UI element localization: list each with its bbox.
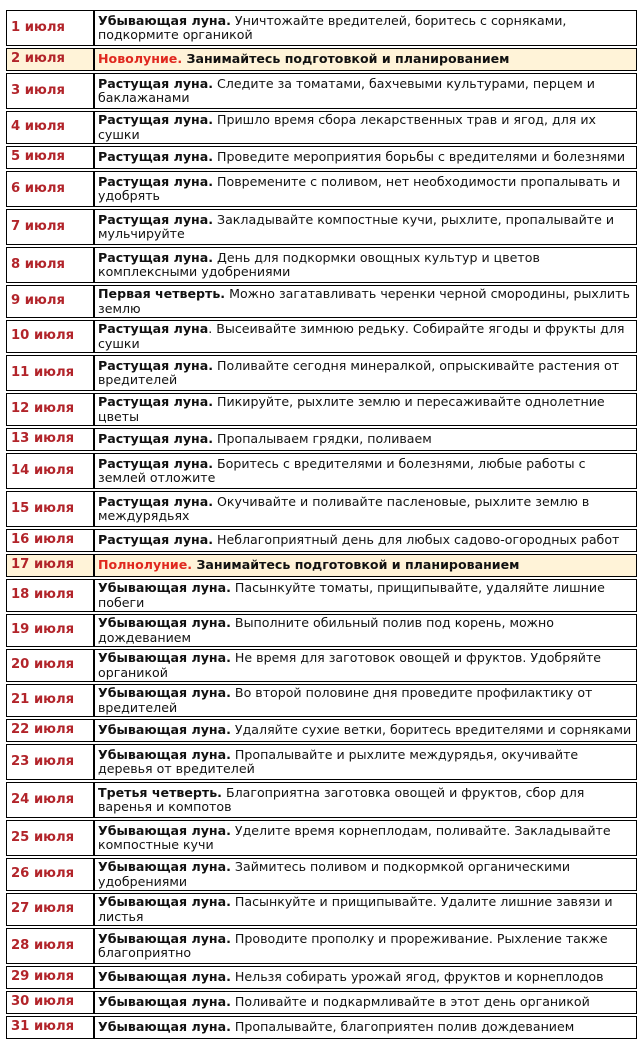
description-cell [94,285,637,318]
moon-phase-label: Растущая луна. [98,149,214,165]
date-cell: 13 июля [6,428,94,451]
recommendation-text: Уделите время корнеплодам, поливайте. Закладывайте компостные кучи [98,822,611,852]
date-cell: 26 июля [6,858,94,891]
table-row [6,48,637,71]
table-row [6,684,637,717]
recommendation-text: Повремените с поливом, нет необходимости пропалывать и удобрять [98,173,621,203]
date-cell: 22 июля [6,719,94,742]
table-row [6,1016,637,1039]
description-cell [94,893,637,926]
table-row [6,719,637,742]
description-cell [94,614,637,647]
table-row [6,991,637,1014]
description-cell [94,428,637,451]
moon-phase-label: Убывающая луна. [98,12,231,28]
date-cell: 29 июля [6,966,94,989]
recommendation-text: Боритесь с вредителями и болезнями, любые работы с землей отложите [98,455,586,485]
table-row [6,171,637,207]
recommendation-text: Выполните обильный полив под корень, можно дождеванием [98,615,554,645]
recommendation-text: Пропалываем грядки, поливаем [213,431,432,447]
date-cell: 27 июля [6,893,94,926]
table-row [6,209,637,245]
table-row [6,554,637,577]
date-cell: 6 июля [6,171,94,207]
date-cell: 15 июля [6,491,94,527]
recommendation-text: День для подкормки овощных культур и цветов комплексными удобрениями [98,249,540,279]
date-cell: 18 июля [6,579,94,612]
description-cell [94,782,637,818]
description-cell [94,10,637,46]
description-cell [94,491,637,527]
description-cell [94,146,637,169]
date-cell: 3 июля [6,73,94,109]
table-row [6,649,637,682]
table-row [6,614,637,647]
date-cell: 12 июля [6,393,94,426]
moon-phase-label: Растущая луна. [98,173,214,189]
moon-phase-label: Полнолуние. [98,557,193,573]
moon-phase-label: Убывающая луна. [98,930,231,946]
description-cell [94,453,637,489]
date-cell: 25 июля [6,820,94,856]
calendar-table [6,8,637,1041]
table-row [6,820,637,856]
date-cell: 9 июля [6,285,94,318]
recommendation-text: Удаляйте сухие ветки, боритесь вредителями и сорняками [230,722,632,738]
date-cell: 19 июля [6,614,94,647]
table-row [6,858,637,891]
recommendation-text: Пикируйте, рыхлите землю и пересаживайте однолетние цветы [98,394,605,424]
moon-phase-label: Новолуние. [98,51,183,67]
moon-phase-label: Растущая луна. [98,112,214,127]
table-row [6,111,637,144]
date-cell: 17 июля [6,554,94,577]
date-cell: 11 июля [6,355,94,391]
table-row [6,10,637,46]
moon-phase-label: Растущая луна. [98,493,214,509]
moon-phase-label: Растущая луна. [98,455,214,471]
recommendation-text: Пасынкуйте и прищипывайте. Удалите лишние завязи и листья [98,894,613,924]
calendar-rows [6,10,637,1039]
table-row [6,355,637,391]
description-cell [94,554,637,577]
date-cell: 5 июля [6,146,94,169]
moon-phase-label: Растущая луна [98,321,209,336]
date-cell: 20 июля [6,649,94,682]
recommendation-text: Окучивайте и поливайте пасленовые, рыхлите землю в междурядьях [98,493,590,523]
table-row [6,893,637,926]
description-cell [94,820,637,856]
table-row [6,782,637,818]
table-row [6,453,637,489]
table-row [6,146,637,169]
recommendation-text: Закладывайте компостные кучи, рыхлите, пропалывайте и мульчируйте [98,211,615,241]
date-cell: 7 июля [6,209,94,245]
moon-phase-label: Убывающая луна. [98,615,231,630]
date-cell: 28 июля [6,928,94,964]
date-cell: 24 июля [6,782,94,818]
date-cell: 14 июля [6,453,94,489]
description-cell [94,649,637,682]
table-row [6,428,637,451]
recommendation-text: Нельзя собирать урожай ягод, фруктов и корнеплодов [230,969,604,985]
recommendation-text: Во второй половине дня проведите профилактику от вредителей [98,685,593,715]
description-cell [94,209,637,245]
recommendation-text: Благоприятна заготовка овощей и фруктов, сбор для варенья и компотов [98,784,585,814]
recommendation-text: Уничтожайте вредителей, боритесь с сорняками, подкормите органикой [98,12,567,42]
date-cell: 31 июля [6,1016,94,1039]
moon-phase-label: Убывающая луна. [98,685,231,700]
moon-phase-label: Растущая луна. [98,249,214,265]
moon-phase-label: Убывающая луна. [98,969,231,985]
moon-phase-label: Убывающая луна. [98,1019,231,1035]
moon-phase-label: Убывающая луна. [98,580,231,595]
date-cell: 16 июля [6,529,94,552]
table-row [6,393,637,426]
description-cell [94,991,637,1014]
date-cell: 21 июля [6,684,94,717]
date-cell: 8 июля [6,247,94,283]
description-cell [94,529,637,552]
recommendation-text: Пришло время сбора лекарственных трав и ягод, для их сушки [98,112,596,142]
date-cell: 1 июля [6,10,94,46]
description-cell [94,744,637,780]
recommendation-text: Поливайте сегодня минералкой, опрыскивайте растения от вредителей [98,357,620,387]
moon-phase-label: Растущая луна. [98,211,214,227]
table-row [6,966,637,989]
description-cell [94,73,637,109]
description-cell [94,684,637,717]
description-cell [94,1016,637,1039]
description-cell [94,247,637,283]
description-cell [94,719,637,742]
recommendation-text: Проведите мероприятия борьбы с вредителями и болезнями [213,149,626,165]
moon-phase-label: Убывающая луна. [98,994,231,1010]
moon-phase-label: Убывающая луна. [98,746,231,762]
recommendation-text: Занимайтесь подготовкой и планированием [192,557,520,573]
recommendation-text: Не время для заготовок овощей и фруктов. Удобряйте органикой [98,650,602,680]
moon-phase-label: Растущая луна. [98,75,214,91]
description-cell [94,171,637,207]
lunar-calendar [6,8,637,1041]
description-cell [94,111,637,144]
moon-phase-label: Растущая луна. [98,431,214,447]
date-cell: 4 июля [6,111,94,144]
table-row [6,928,637,964]
moon-phase-label: Растущая луна. [98,532,214,548]
moon-phase-label: Растущая луна. [98,357,214,373]
moon-phase-label: Первая четверть. [98,286,226,301]
table-row [6,247,637,283]
description-cell [94,320,637,353]
description-cell [94,579,637,612]
moon-phase-label: Растущая луна. [98,394,214,409]
date-cell: 30 июля [6,991,94,1014]
date-cell: 23 июля [6,744,94,780]
moon-phase-label: Убывающая луна. [98,722,231,738]
recommendation-text: Пропалывайте и рыхлите междурядья, окучивайте деревья от вредителей [98,746,579,776]
description-cell [94,928,637,964]
recommendation-text: Пропалывайте, благоприятен полив дождеванием [230,1019,575,1035]
table-row [6,320,637,353]
table-row [6,529,637,552]
recommendation-text: . Высеивайте зимнюю редьку. Собирайте ягоды и фрукты для сушки [98,321,625,351]
table-row [6,744,637,780]
recommendation-text: Поливайте и подкармливайте в этот день органикой [230,994,590,1010]
recommendation-text: Неблагоприятный день для любых садово-огородных работ [213,532,620,548]
moon-phase-label: Третья четверть. [98,784,222,800]
recommendation-text: Занимайтесь подготовкой и планированием [182,51,510,67]
moon-phase-label: Убывающая луна. [98,859,231,874]
table-row [6,73,637,109]
table-row [6,285,637,318]
date-cell: 10 июля [6,320,94,353]
description-cell [94,393,637,426]
moon-phase-label: Убывающая луна. [98,894,231,909]
description-cell [94,858,637,891]
moon-phase-label: Убывающая луна. [98,822,231,838]
date-cell: 2 июля [6,48,94,71]
table-row [6,579,637,612]
recommendation-text: Можно загатавливать черенки черной смородины, рыхлить землю [98,286,630,316]
description-cell [94,355,637,391]
description-cell [94,48,637,71]
description-cell [94,966,637,989]
recommendation-text: Пасынкуйте томаты, прищипывайте, удаляйте лишние побеги [98,580,605,610]
recommendation-text: Займитесь поливом и подкормкой органическими удобрениями [98,859,571,889]
moon-phase-label: Убывающая луна. [98,650,231,665]
table-row [6,491,637,527]
recommendation-text: Следите за томатами, бахчевыми культурами, перцем и баклажанами [98,75,595,105]
recommendation-text: Проводите прополку и прореживание. Рыхление также благоприятно [98,930,608,960]
